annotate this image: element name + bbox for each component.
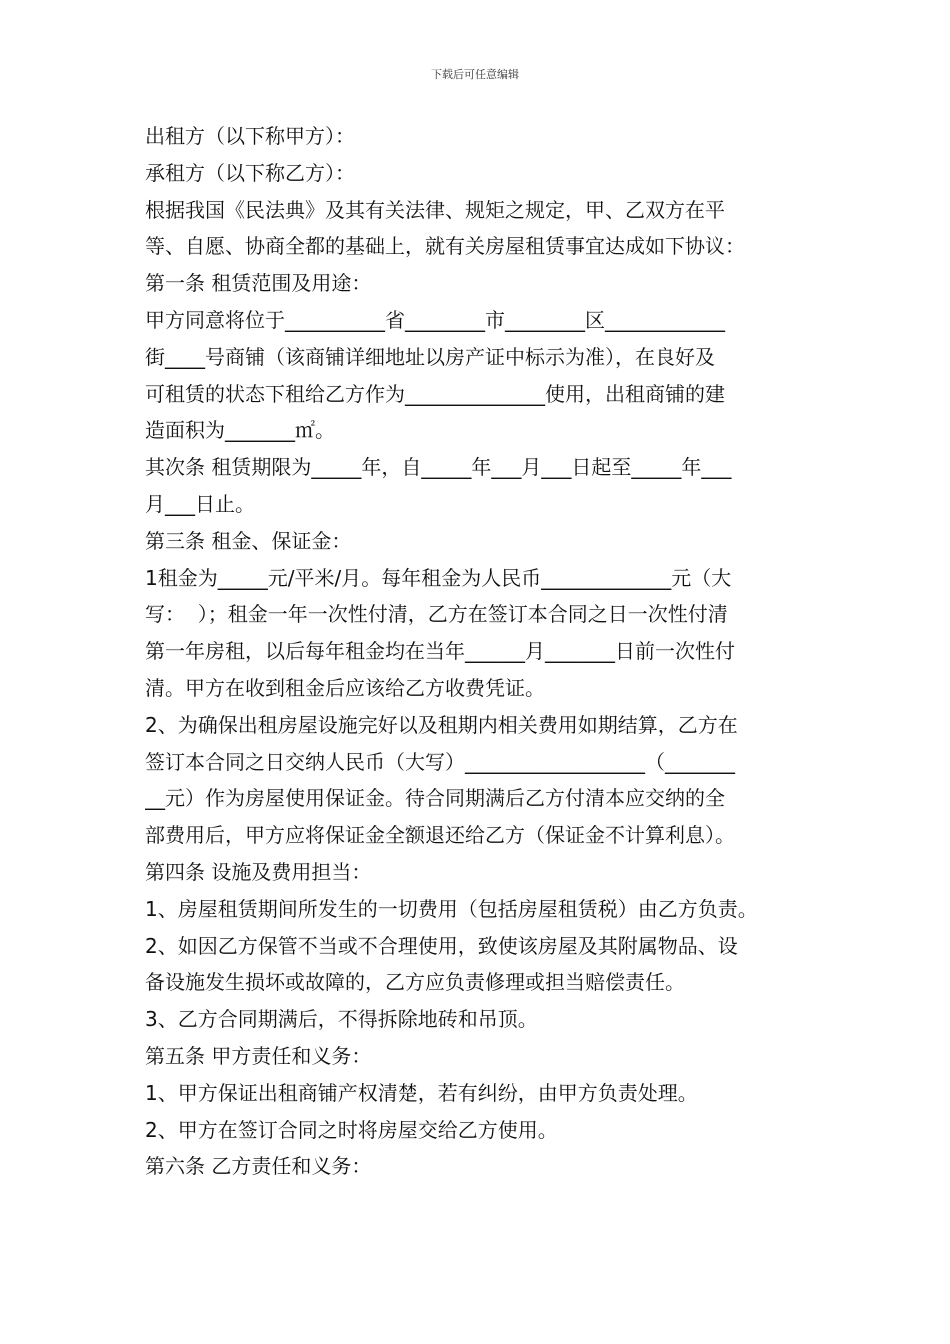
section-heading: 第五条 甲方责任和义务： <box>145 1043 372 1068</box>
text-line: 出租方（以下称甲方）： <box>145 124 355 148</box>
text-line: 2、为确保出租房屋设施完好以及租期内相关费用如期结算，乙方在 <box>145 712 738 737</box>
text-line: 写： ）；租金一年一次性付清，乙方在签订本合同之日一次性付清 <box>145 602 728 627</box>
contract-body <box>145 118 810 1185</box>
text-line: 3、乙方合同期满后，不得拆除地砖和吊顶。 <box>145 1007 538 1032</box>
text-line: 1、甲方保证出租商铺产权清楚，若有纠纷，由甲方负责处理。 <box>145 1080 698 1105</box>
text-line: __元）作为房屋使用保证金。待合同期满后乙方付清本应交纳的全 <box>145 786 725 811</box>
page-header: 下载后可任意编辑 <box>431 68 519 81</box>
text-line: 根据我国《民法典》及其有关法律、规矩之规定，甲、乙双方在平 <box>145 197 725 222</box>
text-line: 部费用后，甲方应将保证金全额退还给乙方（保证金不计算利息）。 <box>145 823 735 848</box>
text-line: 等、自愿、协商全都的基础上，就有关房屋租赁事宜达成如下协议： <box>145 234 745 259</box>
text-line: 1租金为_____元/平米/月。每年租金为人民币_____________元（大 <box>145 565 732 590</box>
text-line: 签订本合同之日交纳人民币（大写）__________________（_______ <box>145 749 735 774</box>
text-line: 清。甲方在收到租金后应该给乙方收费凭证。 <box>145 675 545 700</box>
text-line: 月___日止。 <box>145 491 255 516</box>
section-heading: 其次条 租赁期限为_____年，自_____年___月___日起至_____年___ <box>145 455 732 480</box>
section-heading: 第四条 设施及费用担当： <box>145 859 372 884</box>
text-line: 承租方（以下称乙方）： <box>145 160 355 185</box>
text-line: 街____号商铺（该商铺详细地址以房产证中标示为准），在良好及 <box>145 344 715 369</box>
section-heading: 第一条 租赁范围及用途： <box>145 271 372 296</box>
text-line: 2、甲方在签订合同之时将房屋交给乙方使用。 <box>145 1117 558 1142</box>
text-line: 1、房屋租赁期间所发生的一切费用（包括房屋租赁税）由乙方负责。 <box>145 896 758 921</box>
text-line: 备设施发生损坏或故障的，乙方应负责修理或担当赔偿责任。 <box>145 970 685 995</box>
text-line: 造面积为_______㎡。 <box>145 418 335 443</box>
section-heading: 第三条 租金、保证金： <box>145 528 352 553</box>
section-heading: 第六条 乙方责任和义务： <box>145 1154 372 1179</box>
text-line: 甲方同意将位于__________省________市________区____________ <box>145 307 725 332</box>
text-line: 可租赁的状态下租给乙方作为______________使用，出租商铺的建 <box>145 381 725 406</box>
text-line: 第一年房租，以后每年租金均在当年______月_______日前一次性付 <box>145 639 735 664</box>
text-line: 2、如因乙方保管不当或不合理使用，致使该房屋及其附属物品、设 <box>145 933 738 958</box>
